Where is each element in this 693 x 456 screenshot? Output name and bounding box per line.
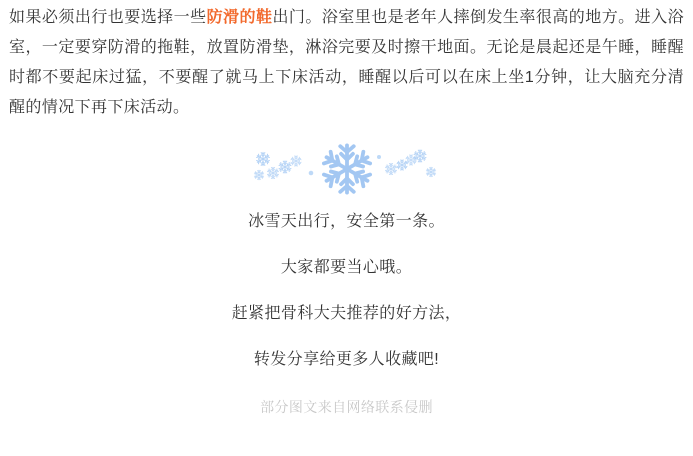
closing-line-4: 转发分享给更多人收藏吧! [253,351,440,368]
attribution-note: 部分图文来自网络联系侵删 [260,399,433,415]
closing-section [9,214,684,414]
snowflake-divider-graphic [217,139,477,201]
snowflake-trail-right [377,150,436,177]
snowflake-icon [323,145,371,192]
paragraph-text-before: 如果必须出行也要选择一些 [9,9,207,26]
body-paragraph [9,3,684,123]
snowflake-divider [217,139,477,201]
snowflake-trail-left [254,152,313,179]
paragraph-text-after: 出门。浴室里也是老年人摔倒发生率很高的地方。进入浴室，一定要穿防滑的拖鞋，放置防滑垫，淋浴完要及时擦干地面。无论是晨起还是午睡，睡醒时都不要起床过猛，不要醒了就马上下床活动，睡醒以后可以在床上坐1分钟，让大脑充分清醒的情况下再下床活动。 [9,9,684,116]
closing-line-1: 冰雪天出行，安全第一条。 [248,213,445,230]
closing-line-2: 大家都要当心哦。 [280,259,413,276]
closing-line-3: 赶紧把骨科大夫推荐的好方法， [231,305,462,322]
highlighted-text: 防滑的鞋 [206,9,273,26]
